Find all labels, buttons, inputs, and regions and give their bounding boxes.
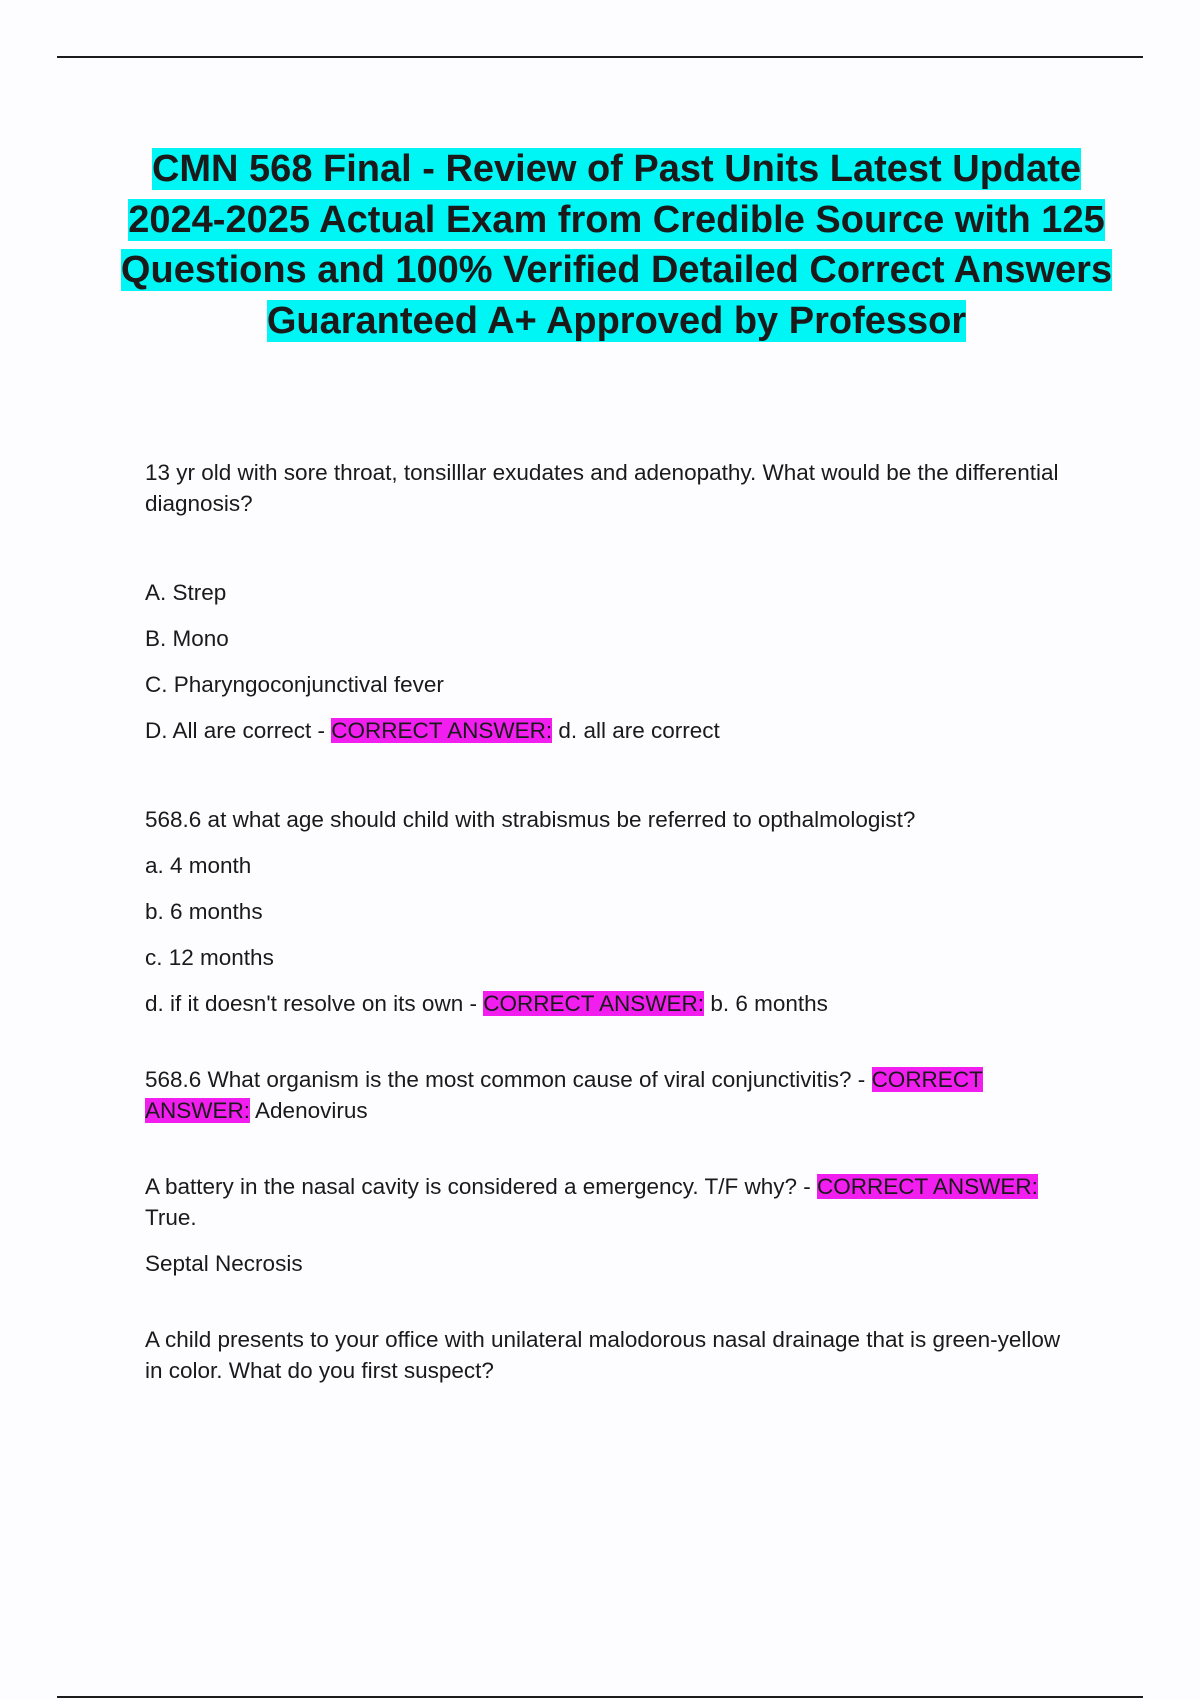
correct-answer-text: True. bbox=[145, 1205, 197, 1230]
answer-option: b. 6 months bbox=[145, 899, 263, 924]
answer-option: A. Strep bbox=[145, 580, 227, 605]
title-highlight: CMN 568 Final - Review of Past Units Latest Update 2024-2025 Actual Exam from Credible Source with 125 Questions and 100% Verified Detailed Correct Answers Guaranteed A+ Approved by Professor bbox=[120, 148, 1113, 342]
question-with-answer bbox=[145, 1171, 1065, 1233]
correct-answer-text: Adenovirus bbox=[255, 1098, 368, 1123]
correct-answer-marker: CORRECT ANSWER: bbox=[145, 1067, 983, 1123]
question-prompt: A battery in the nasal cavity is considered a emergency. T/F why? - bbox=[145, 1174, 817, 1199]
question-prompt: 568.6 What organism is the most common cause of viral conjunctivitis? - bbox=[145, 1067, 872, 1092]
spacer bbox=[145, 1019, 1065, 1064]
document-title bbox=[120, 144, 1113, 346]
answer-explanation: Septal Necrosis bbox=[145, 1251, 303, 1276]
question-prompt: 568.6 at what age should child with strabismus be referred to opthalmologist? bbox=[145, 807, 916, 832]
question-prompt: 13 yr old with sore throat, tonsilllar exudates and adenopathy. What would be the differential diagnosis? bbox=[145, 460, 1059, 516]
question-with-answer bbox=[145, 1064, 1065, 1126]
question-prompt: A child presents to your office with unilateral malodorous nasal drainage that is green-yellow in color. What do you first suspect? bbox=[145, 1327, 1061, 1383]
option-text: d. if it doesn't resolve on its own - bbox=[145, 991, 484, 1016]
spacer bbox=[145, 746, 1065, 789]
answer-option: B. Mono bbox=[145, 626, 229, 651]
spacer bbox=[145, 519, 1065, 562]
answer-option: c. 12 months bbox=[145, 945, 274, 970]
spacer bbox=[145, 1279, 1065, 1324]
answer-option-with-answer bbox=[145, 715, 1065, 746]
correct-answer-marker: CORRECT ANSWER: bbox=[483, 991, 705, 1016]
bottom-rule bbox=[57, 1696, 1143, 1698]
answer-option: a. 4 month bbox=[145, 853, 252, 878]
spacer bbox=[145, 1126, 1065, 1171]
correct-answer-text: b. 6 months bbox=[710, 991, 828, 1016]
option-text: D. All are correct - bbox=[145, 718, 332, 743]
top-rule bbox=[57, 56, 1143, 58]
correct-answer-marker: CORRECT ANSWER: bbox=[816, 1174, 1038, 1199]
qa-content bbox=[145, 457, 1065, 1386]
correct-answer-marker: CORRECT ANSWER: bbox=[331, 718, 553, 743]
answer-option: C. Pharyngoconjunctival fever bbox=[145, 672, 444, 697]
answer-option-with-answer bbox=[145, 988, 1065, 1019]
correct-answer-text: d. all are correct bbox=[558, 718, 720, 743]
